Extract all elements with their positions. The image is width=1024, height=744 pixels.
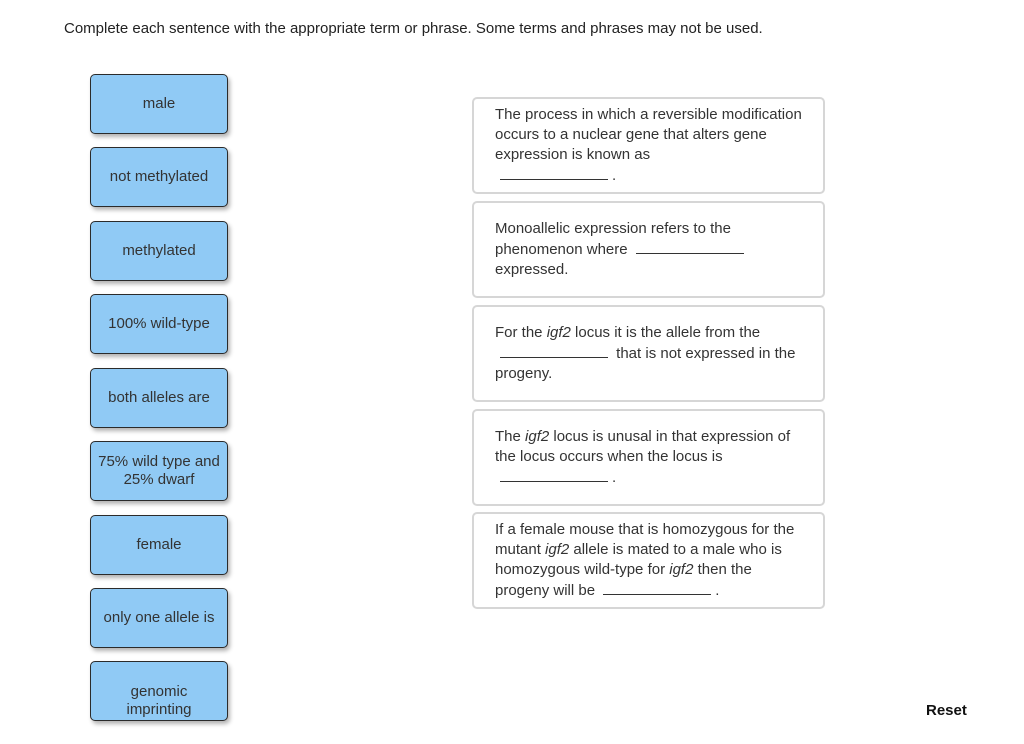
term-label: not methylated [109,168,209,185]
gene-name: igf2 [669,561,694,578]
instructions: Complete each sentence with the appropriate term or phrase. Some terms and phrases may not be used. [64,20,763,37]
term-label: 100% wild-type [108,315,210,332]
term-female[interactable] [90,515,228,575]
sentence-text: For the [495,324,547,341]
sentence-text: . [612,167,617,184]
drop-target-2[interactable] [636,239,744,254]
gene-name: igf2 [546,324,571,341]
reset-button[interactable]: Reset [926,702,967,719]
term-75-wild-type-25-dwarf[interactable] [90,441,228,501]
term-not-methylated[interactable] [90,147,228,207]
sentence-2 [472,201,825,298]
drop-target-5[interactable] [603,580,711,595]
term-only-one-allele-is[interactable] [90,588,228,648]
sentence-text: locus it is the allele from the [570,324,761,341]
term-label: 75% wild type and 25% dwarf [98,453,220,488]
sentence-text: Monoallelic expression refers to the phenomenon where [495,220,731,258]
sentence-text: then the progeny will be [495,561,752,599]
sentence-text: locus is unusal in that expression of the locus occurs when the locus is [495,428,791,465]
sentence-1 [472,97,825,194]
gene-name: igf2 [545,541,570,558]
sentence-text: The process in which a reversible modification occurs to a nuclear gene that alters gene expression is known as [495,106,802,163]
term-methylated[interactable] [90,221,228,281]
sentence-text: expressed. [495,261,569,278]
sentence-4 [472,409,825,506]
term-male[interactable] [90,74,228,134]
drop-target-3[interactable] [500,343,608,358]
term-label: methylated [122,242,196,259]
term-label: both alleles are [108,389,210,406]
sentence-5 [472,512,825,609]
term-label: genomic imprinting [126,683,192,718]
sentence-text: allele is mated to a male who is homozygous wild-type for [495,541,782,578]
term-genomic-imprinting[interactable] [90,661,228,721]
sentence-3 [472,305,825,402]
gene-name: igf2 [525,428,550,445]
drop-target-4[interactable] [500,467,608,482]
term-100-wild-type[interactable] [90,294,228,354]
term-label: only one allele is [103,609,215,626]
sentence-text: If a female mouse that is homozygous for the mutant [495,521,795,558]
sentence-text: . [612,469,617,486]
term-label: male [142,95,176,112]
drop-target-1[interactable] [500,165,608,180]
sentence-text: The [495,428,526,445]
term-label: female [136,536,182,553]
sentence-text: that is not expressed in the progeny. [495,345,796,382]
term-both-alleles-are[interactable] [90,368,228,428]
sentence-text: . [715,582,720,599]
